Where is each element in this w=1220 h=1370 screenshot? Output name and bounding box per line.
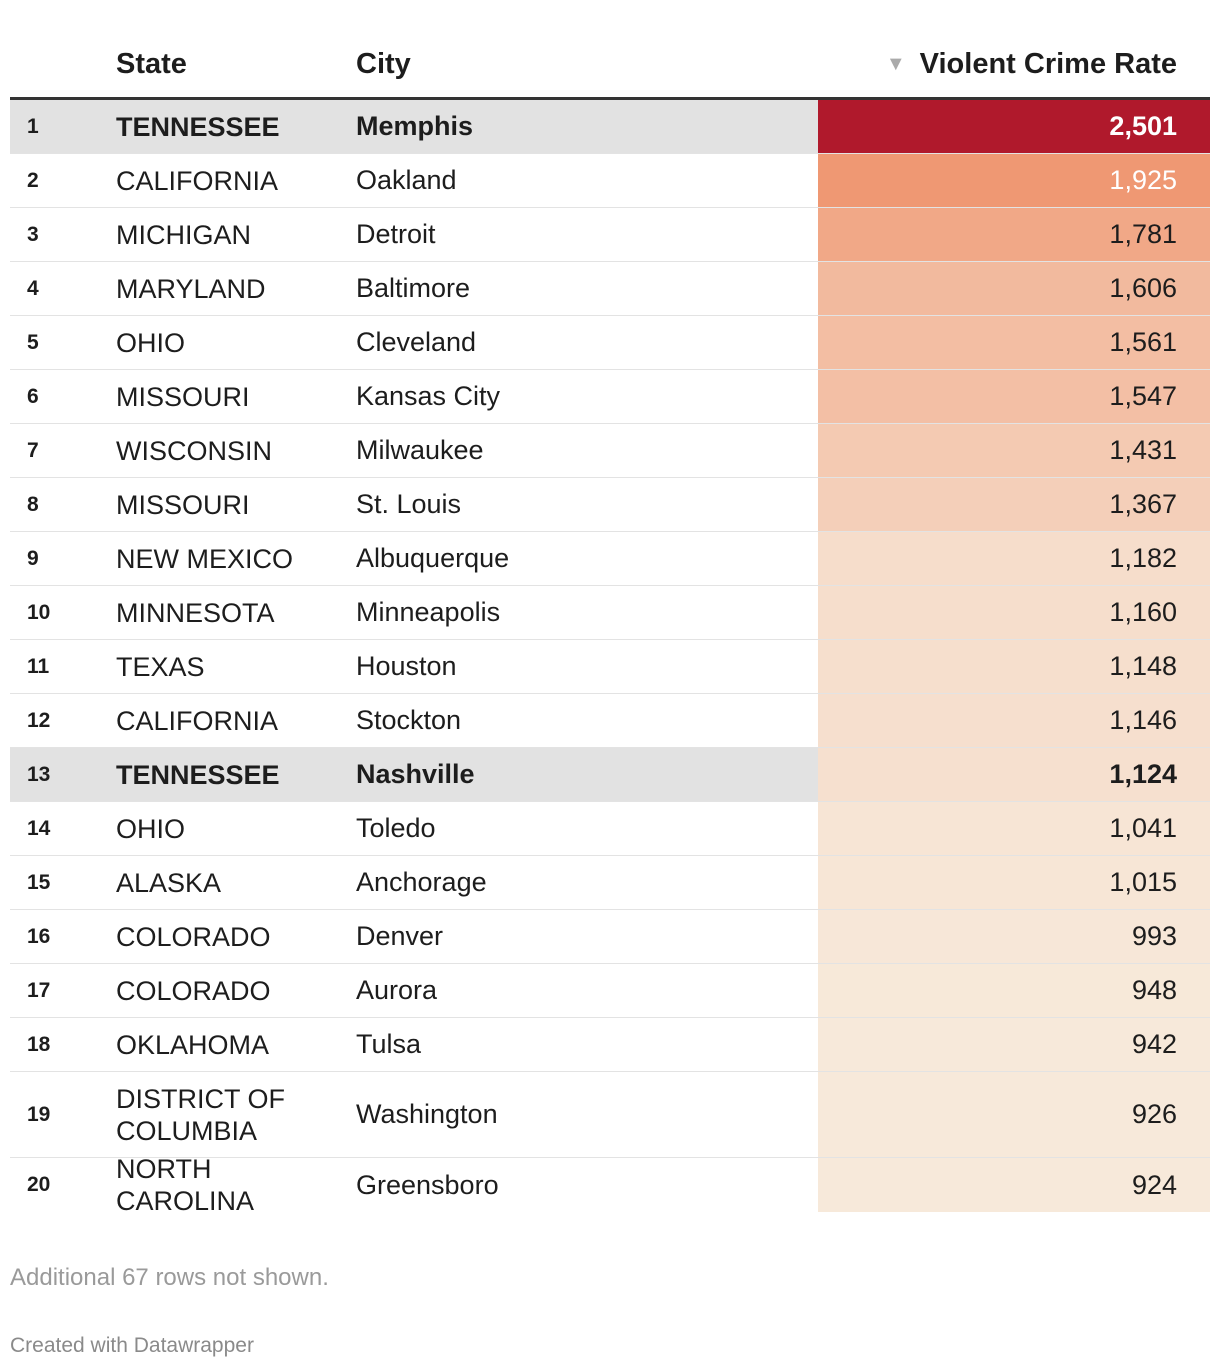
city-cell: Greensboro bbox=[356, 1169, 499, 1200]
violent-crime-rate-cell: 1,431 bbox=[818, 424, 1210, 477]
violent-crime-rate-cell: 1,561 bbox=[818, 316, 1210, 369]
city-cell: Denver bbox=[356, 921, 444, 951]
rank-cell: 14 bbox=[27, 816, 51, 840]
violent-crime-rate-cell: 1,925 bbox=[818, 154, 1210, 207]
credit-line: Created with Datawrapper bbox=[10, 1334, 254, 1357]
table-row bbox=[10, 586, 1210, 640]
table-row bbox=[10, 964, 1210, 1018]
table-row bbox=[10, 1018, 1210, 1072]
city-cell: Memphis bbox=[356, 100, 818, 153]
table-header bbox=[10, 0, 1210, 100]
city-cell: Cleveland bbox=[356, 327, 477, 357]
rank-cell: 18 bbox=[27, 1032, 51, 1056]
rank-cell: 6 bbox=[27, 384, 39, 408]
city-cell: Albuquerque bbox=[356, 543, 510, 573]
city-cell: Kansas City bbox=[356, 381, 501, 411]
state-cell: NORTH CAROLINA bbox=[116, 1154, 255, 1216]
rank-cell: 20 bbox=[27, 1173, 51, 1196]
city-cell: Oakland bbox=[356, 165, 457, 195]
table-row bbox=[10, 802, 1210, 856]
table-row bbox=[10, 694, 1210, 748]
violent-crime-rate-cell: 1,015 bbox=[818, 856, 1210, 909]
violent-crime-rate-cell: 1,781 bbox=[818, 208, 1210, 261]
column-header-rate-label: Violent Crime Rate bbox=[919, 48, 1177, 80]
state-cell: TENNESSEE bbox=[116, 100, 356, 153]
table-notes: Additional 67 rows not shown. bbox=[10, 1264, 329, 1291]
table-row bbox=[10, 208, 1210, 262]
city-cell: St. Louis bbox=[356, 489, 462, 519]
column-header-violent-crime-rate[interactable] bbox=[886, 48, 1177, 81]
rank-cell: 5 bbox=[27, 330, 39, 354]
table-row bbox=[10, 1072, 1210, 1158]
state-cell: COLORADO bbox=[116, 975, 271, 1006]
state-cell: DISTRICT OF COLUMBIA bbox=[116, 1083, 286, 1146]
rank-cell: 17 bbox=[27, 978, 51, 1002]
violent-crime-rate-cell: 1,124 bbox=[818, 748, 1210, 801]
table-row bbox=[10, 262, 1210, 316]
violent-crime-rate-cell: 926 bbox=[818, 1072, 1210, 1157]
state-cell: MICHIGAN bbox=[116, 219, 251, 250]
table-row bbox=[10, 100, 1210, 154]
violent-crime-rate-cell: 2,501 bbox=[818, 100, 1210, 153]
table-row bbox=[10, 910, 1210, 964]
state-cell: WISCONSIN bbox=[116, 435, 273, 466]
city-cell: Minneapolis bbox=[356, 597, 501, 627]
violent-crime-rate-cell: 1,041 bbox=[818, 802, 1210, 855]
city-cell: Houston bbox=[356, 651, 457, 681]
violent-crime-rate-cell: 948 bbox=[818, 964, 1210, 1017]
table-row bbox=[10, 748, 1210, 802]
violent-crime-rate-cell: 942 bbox=[818, 1018, 1210, 1071]
city-cell: Toledo bbox=[356, 813, 436, 843]
table-row bbox=[10, 856, 1210, 910]
column-header-city[interactable]: City bbox=[356, 48, 411, 80]
table-row bbox=[10, 154, 1210, 208]
city-cell: Nashville bbox=[356, 748, 818, 801]
city-cell: Milwaukee bbox=[356, 435, 484, 465]
table-row bbox=[10, 424, 1210, 478]
city-cell: Stockton bbox=[356, 705, 462, 735]
violent-crime-rate-cell: 1,160 bbox=[818, 586, 1210, 639]
city-cell: Anchorage bbox=[356, 867, 487, 897]
state-cell: OHIO bbox=[116, 813, 186, 844]
state-cell: OKLAHOMA bbox=[116, 1029, 270, 1060]
rank-cell: 1 bbox=[10, 100, 116, 153]
violent-crime-rate-cell: 1,148 bbox=[818, 640, 1210, 693]
city-cell: Aurora bbox=[356, 975, 438, 1005]
rank-cell: 11 bbox=[27, 654, 50, 678]
rank-cell: 9 bbox=[27, 546, 39, 570]
violent-crime-rate-cell: 1,606 bbox=[818, 262, 1210, 315]
table-row bbox=[10, 478, 1210, 532]
state-cell: MISSOURI bbox=[116, 489, 250, 520]
rank-cell: 13 bbox=[10, 748, 116, 801]
sort-descending-icon: ▼ bbox=[885, 53, 906, 75]
rank-cell: 12 bbox=[27, 708, 51, 732]
state-cell: MISSOURI bbox=[116, 381, 250, 412]
rank-cell: 7 bbox=[27, 438, 39, 462]
rank-cell: 8 bbox=[27, 492, 39, 516]
table-row bbox=[10, 370, 1210, 424]
violent-crime-rate-cell: 1,146 bbox=[818, 694, 1210, 747]
state-cell: TEXAS bbox=[116, 651, 205, 682]
city-cell: Washington bbox=[356, 1099, 498, 1129]
rank-cell: 16 bbox=[27, 924, 51, 948]
rank-cell: 15 bbox=[27, 870, 51, 894]
table-row bbox=[10, 532, 1210, 586]
violent-crime-rate-cell: 1,547 bbox=[818, 370, 1210, 423]
violent-crime-rate-cell: 924 bbox=[818, 1158, 1210, 1212]
table-row bbox=[10, 1154, 1210, 1216]
state-cell: NEW MEXICO bbox=[116, 543, 294, 574]
column-header-state[interactable]: State bbox=[116, 48, 187, 80]
state-cell: ALASKA bbox=[116, 867, 222, 898]
rank-cell: 3 bbox=[27, 222, 39, 246]
state-cell: CALIFORNIA bbox=[116, 705, 279, 736]
table-body bbox=[10, 100, 1210, 1216]
rank-cell: 10 bbox=[27, 600, 51, 624]
state-cell: CALIFORNIA bbox=[116, 165, 279, 196]
violent-crime-rate-cell: 993 bbox=[818, 910, 1210, 963]
rank-cell: 4 bbox=[27, 276, 39, 300]
rank-cell: 19 bbox=[27, 1102, 51, 1126]
state-cell: COLORADO bbox=[116, 921, 271, 952]
state-cell: MARYLAND bbox=[116, 273, 266, 304]
crime-table bbox=[10, 0, 1210, 1216]
violent-crime-rate-cell: 1,367 bbox=[818, 478, 1210, 531]
state-cell: TENNESSEE bbox=[116, 748, 356, 801]
violent-crime-rate-cell: 1,182 bbox=[818, 532, 1210, 585]
city-cell: Detroit bbox=[356, 219, 436, 249]
city-cell: Tulsa bbox=[356, 1029, 422, 1059]
rank-cell: 2 bbox=[27, 168, 39, 192]
table-row bbox=[10, 316, 1210, 370]
table-row bbox=[10, 640, 1210, 694]
state-cell: MINNESOTA bbox=[116, 597, 275, 628]
state-cell: OHIO bbox=[116, 327, 186, 358]
city-cell: Baltimore bbox=[356, 273, 471, 303]
